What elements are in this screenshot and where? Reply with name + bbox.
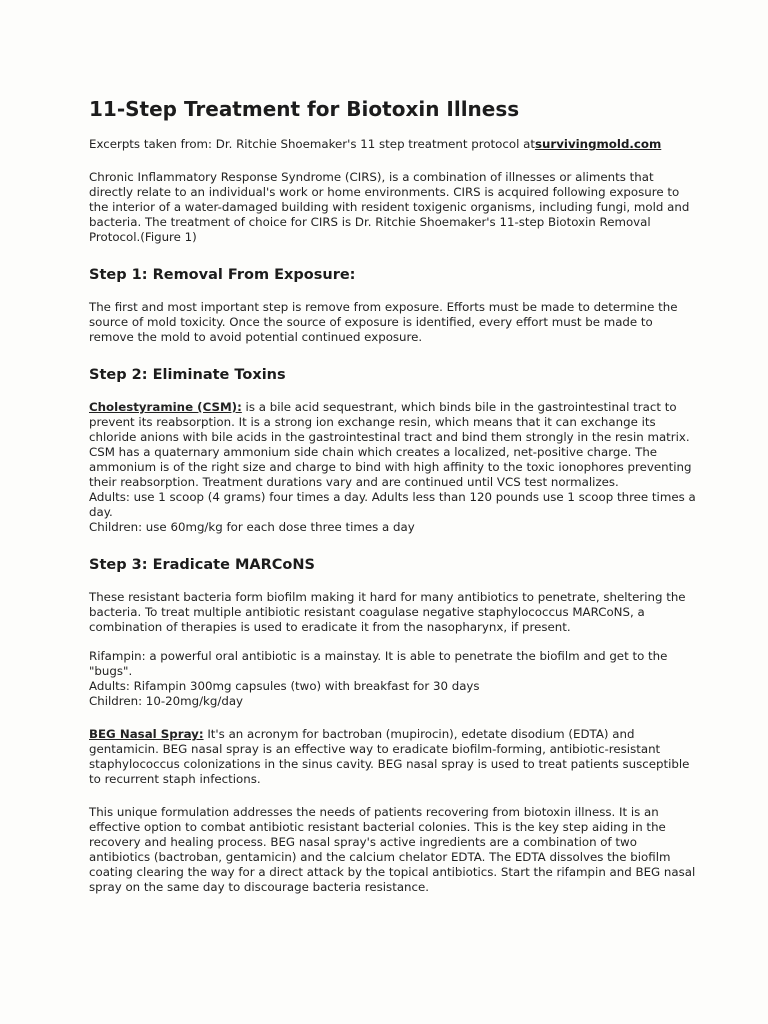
- step3-heading: Step 3: Eradicate MARCoNS: [89, 557, 315, 573]
- rifampin-adults-dose: Adults: Rifampin 300mg capsules (two) with breakfast for 30 days: [89, 679, 480, 693]
- excerpt-prefix: Excerpts taken from: Dr. Ritchie Shoemaker's 11 step treatment protocol at: [89, 137, 535, 151]
- beg-term: BEG Nasal Spray:: [89, 727, 204, 741]
- beg-paragraph: [89, 727, 698, 787]
- excerpt-line: [89, 137, 698, 152]
- formulation-paragraph: This unique formulation addresses the needs of patients recovering from biotoxin illness. It is an effective option to combat antibiotic resistant bacterial colonies. This is the key step aiding in the recovery and healing process. BEG nasal spray's active ingredients are a combination of two antibiotics (bactroban, gentamicin) and the calcium chelator EDTA. The EDTA dissolves the biofilm coating clearing the way for a direct attack by the topical antibiotics. Start the rifampin and BEG nasal spray on the same day to discourage bacteria resistance.: [89, 805, 696, 894]
- rifampin-children-dose: Children: 10-20mg/kg/day: [89, 694, 244, 708]
- marcons-paragraph: These resistant bacteria form biofilm making it hard for many antibiotics to penetrate, sheltering the bacteria. To treat multiple antibiotic resistant coagulase negative staphylococcus MARCoNS, a combination of therapies is used to eradicate it from the nasopharynx, if present.: [89, 590, 686, 634]
- cholestyramine-adults-dose: Adults: use 1 scoop (4 grams) four times a day. Adults less than 120 pounds use 1 scoop three times a day.: [89, 490, 696, 519]
- document-title: 11-Step Treatment for Biotoxin Illness: [89, 97, 520, 121]
- step1-heading: Step 1: Removal From Exposure:: [89, 267, 356, 283]
- step2-heading: Step 2: Eliminate Toxins: [89, 367, 286, 383]
- survivingmold-link[interactable]: survivingmold.com: [534, 137, 662, 151]
- beg-body: It's an acronym for bactroban (mupirocin), edetate disodium (EDTA) and gentamicin. BEG nasal spray is an effective way to eradicate biofilm-forming, antibiotic-resistant staphylococcus colonizations in the sinus cavity. BEG nasal spray is used to treat patients susceptible to recurrent staph infections.: [89, 727, 690, 786]
- intro-paragraph: Chronic Inflammatory Response Syndrome (CIRS), is a combination of illnesses or aliments that directly relate to an individual's work or home environments. CIRS is acquired following exposure to the interior of a water-damaged building with resident toxigenic organisms, including fungi, mold and bacteria. The treatment of choice for CIRS is Dr. Ritchie Shoemaker's 11-step Biotoxin Removal Protocol.(Figure 1): [89, 170, 690, 244]
- rifampin-paragraph: Rifampin: a powerful oral antibiotic is a mainstay. It is able to penetrate the biofilm and get to the "bugs".: [89, 649, 668, 678]
- cholestyramine-term: Cholestyramine (CSM):: [89, 400, 242, 414]
- cholestyramine-children-dose: Children: use 60mg/kg for each dose three times a day: [89, 520, 415, 534]
- cholestyramine-body: is a bile acid sequestrant, which binds bile in the gastrointestinal tract to prevent its reabsorption. It is a strong ion exchange resin, which means that it can exchange its chloride anions with bile acids in the gastrointestinal tract and bind them strongly in the resin matrix. CSM has a quaternary ammonium side chain which creates a localized, net-positive charge. The ammonium is of the right size and charge to bind with high affinity to the toxic ionophores preventing their reabsorption. Treatment durations vary and are continued until VCS test normalizes.: [89, 400, 692, 489]
- cholestyramine-paragraph: [89, 400, 698, 490]
- step1-paragraph: The first and most important step is remove from exposure. Efforts must be made to determine the source of mold toxicity. Once the source of exposure is identified, every effort must be made to remove the mold to avoid potential continued exposure.: [89, 300, 678, 344]
